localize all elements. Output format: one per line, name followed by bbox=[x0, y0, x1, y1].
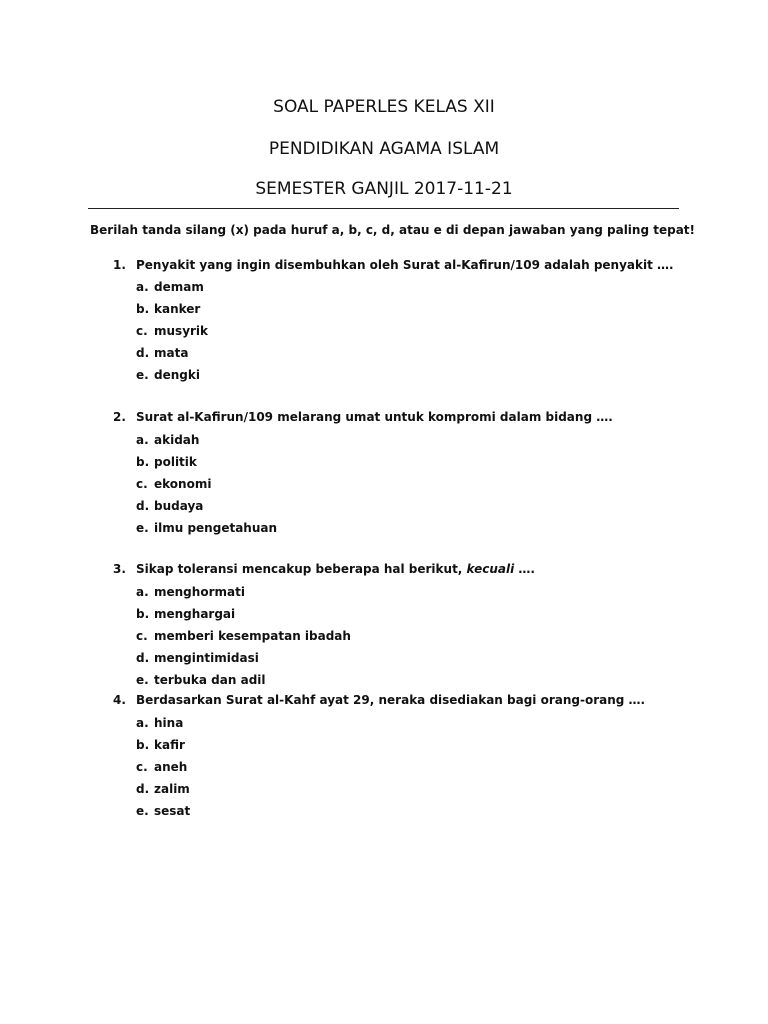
question-3 bbox=[113, 562, 535, 576]
option-d[interactable]: d. budaya bbox=[136, 499, 204, 513]
option-a[interactable]: a. hina bbox=[136, 716, 184, 730]
question-1 bbox=[113, 258, 674, 272]
question-text: Berdasarkan Surat al-Kahf ayat 29, neraka disediakan bagi orang-orang …. bbox=[136, 693, 646, 707]
option-a[interactable]: a. akidah bbox=[136, 433, 200, 447]
option-e[interactable]: e. terbuka dan adil bbox=[136, 673, 266, 687]
option-b[interactable]: b. politik bbox=[136, 455, 197, 469]
option-e[interactable]: e. sesat bbox=[136, 804, 191, 818]
option-d[interactable]: d. mata bbox=[136, 346, 189, 360]
option-c[interactable]: c. ekonomi bbox=[136, 477, 212, 491]
semester-title: SEMESTER GANJIL 2017-11-21 bbox=[255, 179, 513, 199]
option-b[interactable]: b. kafir bbox=[136, 738, 185, 752]
question-1-options bbox=[136, 276, 208, 386]
option-a[interactable]: a. menghormati bbox=[136, 585, 245, 599]
option-c[interactable]: c. musyrik bbox=[136, 324, 209, 338]
option-c[interactable]: c. aneh bbox=[136, 760, 188, 774]
question-emphasis: kecuali bbox=[466, 562, 515, 576]
question-number: 4. bbox=[113, 693, 126, 707]
question-4 bbox=[113, 693, 645, 707]
instruction-text: Berilah tanda silang (x) pada huruf a, b, c, d, atau e di depan jawaban yang paling tepat! bbox=[90, 223, 696, 237]
question-number: 2. bbox=[113, 410, 126, 424]
question-number: 3. bbox=[113, 562, 126, 576]
option-b[interactable]: b. menghargai bbox=[136, 607, 236, 621]
question-text-end: …. bbox=[514, 562, 535, 576]
question-text: Sikap toleransi mencakup beberapa hal berikut, bbox=[136, 562, 467, 576]
option-e[interactable]: e. ilmu pengetahuan bbox=[136, 521, 278, 535]
option-e[interactable]: e. dengki bbox=[136, 368, 200, 382]
option-d[interactable]: d. zalim bbox=[136, 782, 190, 796]
question-2-options bbox=[136, 429, 277, 539]
question-4-options bbox=[136, 712, 190, 822]
document-title: SOAL PAPERLES KELAS XII bbox=[273, 97, 495, 117]
question-2 bbox=[113, 410, 613, 424]
question-text: Surat al-Kafirun/109 melarang umat untuk kompromi dalam bidang …. bbox=[136, 410, 613, 424]
option-b[interactable]: b. kanker bbox=[136, 302, 201, 316]
option-c[interactable]: c. memberi kesempatan ibadah bbox=[136, 629, 351, 643]
subject-title: PENDIDIKAN AGAMA ISLAM bbox=[268, 139, 500, 159]
option-d[interactable]: d. mengintimidasi bbox=[136, 651, 259, 665]
question-number: 1. bbox=[113, 258, 126, 272]
option-a[interactable]: a. demam bbox=[136, 280, 204, 294]
question-text: Penyakit yang ingin disembuhkan oleh Surat al-Kafirun/109 adalah penyakit …. bbox=[136, 258, 674, 272]
question-3-options bbox=[136, 581, 351, 691]
header-divider bbox=[88, 208, 679, 209]
